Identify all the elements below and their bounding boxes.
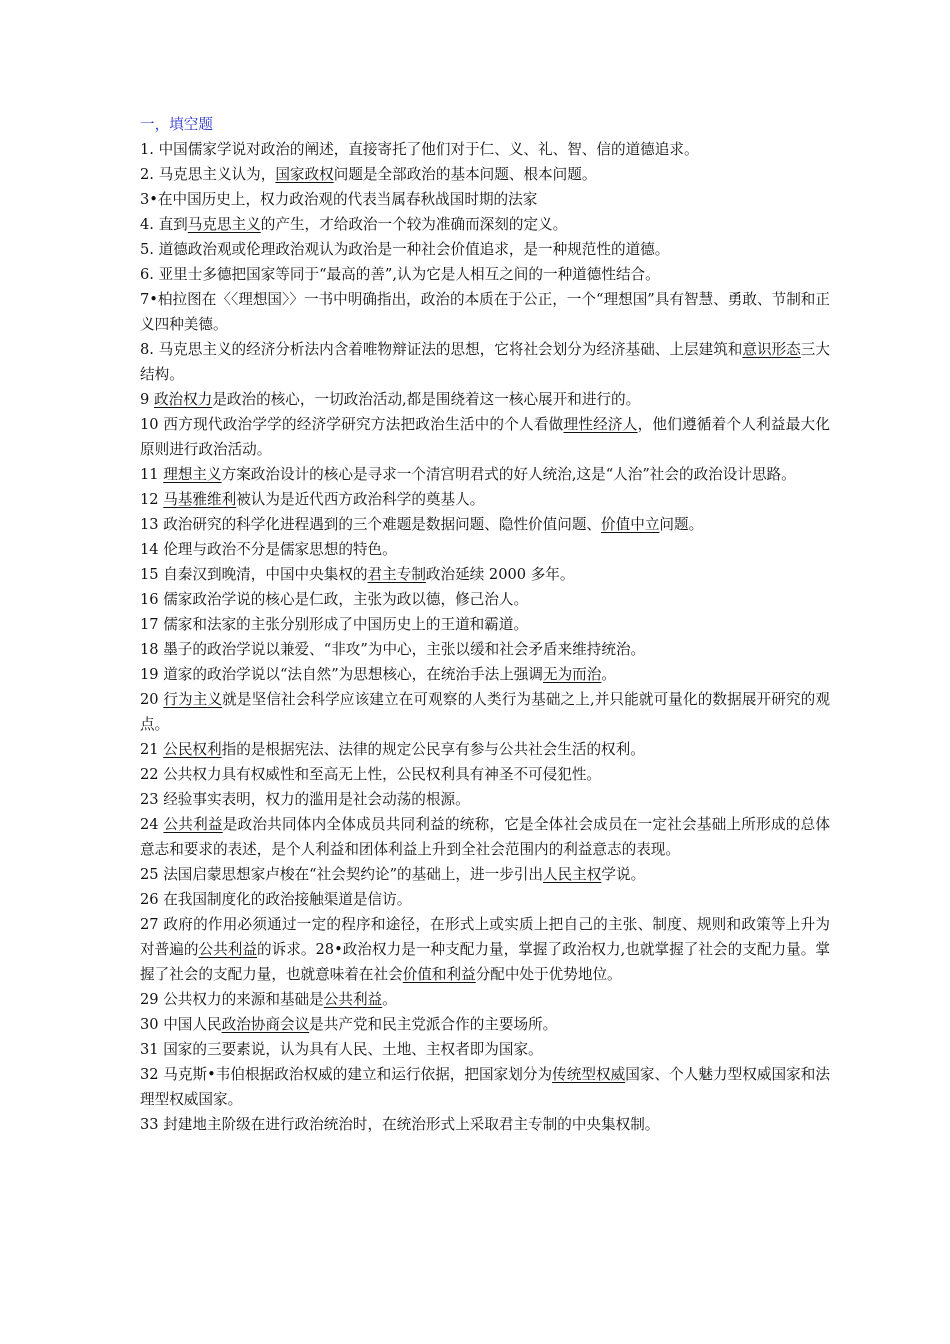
question-item <box>140 687 830 737</box>
question-text: 19 道家的政治学说以“法自然”为思想核心，在统治手法上强调 <box>140 666 543 683</box>
answer-text: 价值和利益 <box>402 966 476 983</box>
answer-text: 价值中立 <box>601 516 660 533</box>
question-text: 10 西方现代政治学学的经济学研究方法把政治生活中的个人看做 <box>140 416 564 433</box>
question-text: 5. 道德政治观或伦理政治观认为政治是一种社会价值追求，是一种规范性的道德。 <box>140 241 670 258</box>
question-text: 15 自秦汉到晚清，中国中央集权的 <box>140 566 368 583</box>
question-text: 学说。 <box>601 866 646 883</box>
section-heading: 一，填空题 <box>140 116 213 133</box>
question-item <box>140 412 830 462</box>
question-item <box>140 987 830 1012</box>
question-item <box>140 762 830 787</box>
question-text: 4. 直到 <box>140 216 188 233</box>
answer-text: 政治权力 <box>153 391 213 408</box>
question-text: 21 <box>140 741 164 758</box>
answer-text: 公民权利 <box>163 741 222 758</box>
answer-text: 公共利益 <box>198 941 257 958</box>
answer-text: 无为而治 <box>542 666 602 683</box>
question-text: 就是坚信社会科学应该建立在可观察的人类行为基础之上,并只能就可量化的数据展开研究的观点。 <box>140 691 830 733</box>
question-text: 分配中处于优势地位。 <box>475 966 622 983</box>
question-text: 27 政府的作用必须通过一定的程序和途径，在形式上或实质上把自己的主张、制度、规则和政策等上升为对普遍的 <box>140 916 830 958</box>
question-text: 是政治共同体内全体成员共同利益的统称，它是全体社会成员在一定社会基础上所形成的总体意志和要求的表述，是个人利益和团体利益上升到全社会范围内的利益意志的表现。 <box>140 816 830 858</box>
question-text: 6. 亚里士多德把国家等同于“最高的善”,认为它是人相互之间的一种道德性结合。 <box>140 266 660 283</box>
question-text: 11 <box>140 466 164 483</box>
question-text: 指的是根据宪法、法律的规定公民享有参与公共社会生活的权利。 <box>221 741 645 758</box>
question-item <box>140 487 830 512</box>
answer-text: 意识形态 <box>742 341 801 358</box>
question-text: 25 法国启蒙思想家卢梭在“社会契约论”的基础上，进一步引出 <box>140 866 543 883</box>
question-item <box>140 812 830 862</box>
question-text: 问题。 <box>659 516 704 533</box>
question-text: 三大结构。 <box>140 341 830 383</box>
question-text: 。 <box>382 991 397 1008</box>
question-item <box>140 187 830 212</box>
answer-text: 传统型权威 <box>552 1066 626 1083</box>
question-item <box>140 337 830 387</box>
question-item <box>140 512 830 537</box>
question-item <box>140 1037 830 1062</box>
question-item <box>140 237 830 262</box>
question-text: 7•柏拉图在〈〈理想国〉〉一书中明确指出，政治的本质在于公正，一个“理想国”具有智慧、勇敢、节制和正义四种美德。 <box>140 291 830 333</box>
question-item <box>140 887 830 912</box>
question-text: 22 公共权力具有权威性和至高无上性，公民权利具有神圣不可侵犯性。 <box>140 766 602 783</box>
question-text: 33 封建地主阶级在进行政治统治时，在统治形式上采取君主专制的中央集权制。 <box>140 1116 660 1133</box>
question-item <box>140 1012 830 1037</box>
question-item <box>140 387 830 412</box>
question-item <box>140 862 830 887</box>
answer-text: 政治协商会议 <box>221 1016 310 1033</box>
question-text: 9 <box>140 391 154 408</box>
question-text: 2. 马克思主义认为， <box>140 166 276 183</box>
question-item <box>140 587 830 612</box>
question-item <box>140 912 830 987</box>
question-text: 的诉求。28•政治权力是一种支配力量，掌握了政治权力,也就掌握了社会的支配力量。掌握了社会的支配力量，也就意味着在社会 <box>140 941 830 983</box>
question-text: 是政治的核心，一切政治活动,都是围绕着这一核心展开和进行的。 <box>212 391 641 408</box>
question-item <box>140 212 830 237</box>
question-list <box>140 137 830 1137</box>
question-item <box>140 562 830 587</box>
question-item <box>140 162 830 187</box>
answer-text: 理想主义 <box>163 466 222 483</box>
question-text: 16 儒家政治学说的核心是仁政，主张为政以德，修己治人。 <box>140 591 529 608</box>
answer-text: 君主专制 <box>367 566 426 583</box>
question-item <box>140 787 830 812</box>
question-text: 是共产党和民主党派合作的主要场所。 <box>309 1016 558 1033</box>
answer-text: 马基雅维利 <box>163 491 237 508</box>
question-text: 17 儒家和法家的主张分别形成了中国历史上的王道和霸道。 <box>140 616 529 633</box>
question-text: 24 <box>140 816 164 833</box>
question-item <box>140 287 830 337</box>
question-text: 政治延续 2000 多年。 <box>425 566 575 583</box>
answer-text: 公共利益 <box>323 991 383 1008</box>
question-text: 26 在我国制度化的政治接触渠道是信访。 <box>140 891 412 908</box>
question-item <box>140 662 830 687</box>
question-text: 问题是全部政治的基本问题、根本问题。 <box>333 166 597 183</box>
question-text: 13 政治研究的科学化进程遇到的三个难题是数据问题、隐性价值问题、 <box>140 516 602 533</box>
question-item <box>140 1062 830 1112</box>
question-item <box>140 637 830 662</box>
question-text: ，他们遵循着个人利益最大化原则进行政治活动。 <box>140 416 830 458</box>
question-item <box>140 612 830 637</box>
question-text: 1. 中国儒家学说对政治的阐述，直接寄托了他们对于仁、义、礼、智、信的道德追求。 <box>140 141 699 158</box>
question-text: 14 伦理与政治不分是儒家思想的特色。 <box>140 541 397 558</box>
question-text: 方案政治设计的核心是寻求一个清宫明君式的好人统治,这是“人治”社会的政治设计思路。 <box>221 466 796 483</box>
answer-text: 国家政权 <box>275 166 334 183</box>
question-item <box>140 262 830 287</box>
question-text: 8. 马克思主义的经济分析法内含着唯物辩证法的思想，它将社会划分为经济基础、上层建筑和 <box>140 341 743 358</box>
question-text: 18 墨子的政治学说以兼爱、“非攻”为中心，主张以缓和社会矛盾来维持统治。 <box>140 641 646 658</box>
answer-text: 人民主权 <box>542 866 602 883</box>
question-text: 31 国家的三要素说，认为具有人民、土地、主权者即为国家。 <box>140 1041 543 1058</box>
question-text: 30 中国人民 <box>140 1016 222 1033</box>
question-text: 20 <box>140 691 164 708</box>
question-text: 3•在中国历史上，权力政治观的代表当属春秋战国时期的法家 <box>140 191 538 208</box>
question-text: 12 <box>140 491 164 508</box>
question-item <box>140 462 830 487</box>
answer-text: 行为主义 <box>163 691 223 708</box>
question-item <box>140 137 830 162</box>
answer-text: 理性经济人 <box>563 416 638 433</box>
question-text: 。 <box>601 666 616 683</box>
question-text: 32 马克斯•韦伯根据政治权威的建立和运行依据，把国家划分为 <box>140 1066 553 1083</box>
question-item <box>140 737 830 762</box>
question-text: 国家、个人魅力型权威国家和法理型权威国家。 <box>140 1066 830 1108</box>
question-text: 23 经验事实表明，权力的滥用是社会动荡的根源。 <box>140 791 470 808</box>
question-item <box>140 537 830 562</box>
question-item <box>140 1112 830 1137</box>
question-text: 被认为是近代西方政治科学的奠基人。 <box>236 491 485 508</box>
question-text: 的产生，才给政治一个较为准确而深刻的定义。 <box>260 216 568 233</box>
answer-text: 公共利益 <box>163 816 223 833</box>
answer-text: 马克思主义 <box>187 216 261 233</box>
question-text: 29 公共权力的来源和基础是 <box>140 991 324 1008</box>
